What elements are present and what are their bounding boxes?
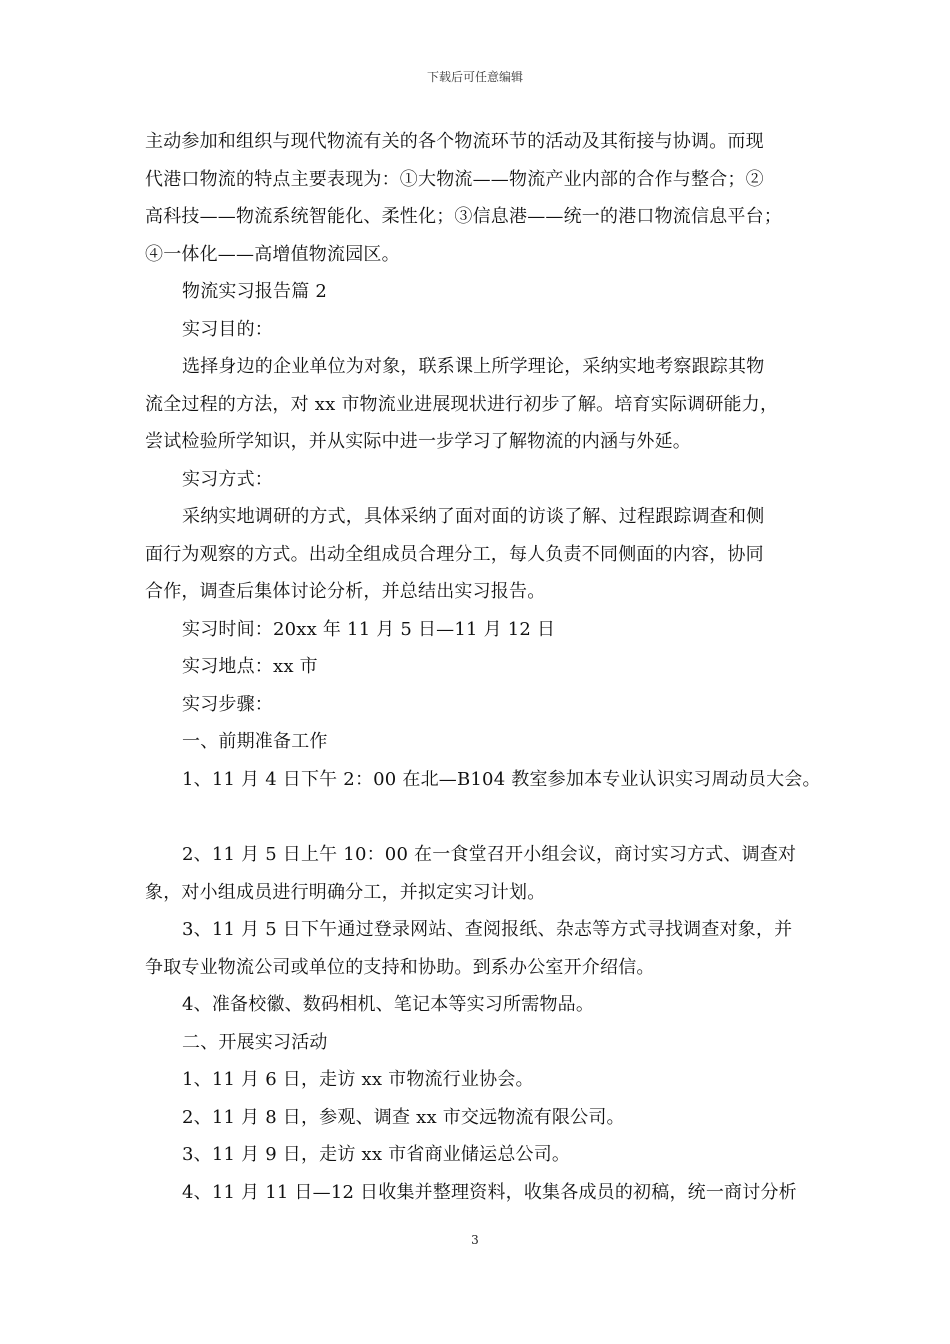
blank-line — [145, 798, 813, 836]
paragraph-line: 尝试检验所学知识，并从实际中进一步学习了解物流的内涵与外延。 — [145, 431, 691, 452]
list-heading: 一、前期准备工作 — [182, 731, 328, 752]
list-item-continuation: 争取专业物流公司或单位的支持和协助。到系办公室开介绍信。 — [145, 956, 655, 978]
paragraph-line: 面行为观察的方式。出动全组成员合理分工，每人负责不同侧面的内容，协同 — [145, 543, 764, 565]
paragraph-line: 实习地点：xx 市 — [182, 656, 318, 677]
subheading: 实习步骤： — [182, 693, 273, 715]
list-item: 4、11 月 11 日—12 日收集并整理资料，收集各成员的初稿，统一商讨分析 — [182, 1181, 797, 1203]
document-body — [145, 123, 821, 1211]
paragraph-line: 主动参加和组织与现代物流有关的各个物流环节的活动及其衔接与协调。而现 — [145, 131, 764, 152]
list-heading: 二、开展实习活动 — [182, 1031, 328, 1053]
subheading: 实习目的： — [182, 318, 273, 340]
list-item: 1、11 月 4 日下午 2：00 在北—B104 教室参加本专业认识实习周动员大会。 — [182, 768, 821, 790]
paragraph-line: 选择身边的企业单位为对象，联系课上所学理论，采纳实地考察跟踪其物 — [182, 356, 765, 377]
paragraph-line: ④一体化——高增值物流园区。 — [145, 243, 400, 265]
paragraph-line: 合作，调查后集体讨论分析，并总结出实习报告。 — [145, 581, 546, 602]
list-item: 2、11 月 5 日上午 10：00 在一食堂召开小组会议，商讨实习方式、调查对 — [182, 844, 797, 865]
page-number: 3 — [471, 1233, 479, 1247]
list-item: 1、11 月 6 日，走访 xx 市物流行业协会。 — [182, 1069, 534, 1090]
paragraph-line: 实习时间：20xx 年 11 月 5 日—11 月 12 日 — [182, 618, 556, 640]
list-item: 3、11 月 9 日，走访 xx 市省商业储运总公司。 — [182, 1144, 571, 1165]
subheading: 实习方式： — [182, 468, 273, 490]
paragraph-line: 采纳实地调研的方式，具体采纳了面对面的访谈了解、过程跟踪调查和侧 — [182, 506, 765, 527]
page-header: 下载后可任意编辑 — [426, 70, 523, 84]
list-item-continuation: 象，对小组成员进行明确分工，并拟定实习计划。 — [145, 881, 546, 903]
paragraph-line: 高科技——物流系统智能化、柔性化；③信息港——统一的港口物流信息平台； — [145, 206, 782, 227]
list-item: 3、11 月 5 日下午通过登录网站、查阅报纸、杂志等方式寻找调查对象，并 — [182, 919, 793, 940]
paragraph-line: 流全过程的方法，对 xx 市物流业进展现状进行初步了解。培育实际调研能力， — [145, 393, 779, 415]
section-title: 物流实习报告篇 2 — [182, 281, 327, 302]
paragraph-line: 代港口物流的特点主要表现为：①大物流——物流产业内部的合作与整合；② — [145, 168, 764, 190]
list-item: 2、11 月 8 日，参观、调查 xx 市交远物流有限公司。 — [182, 1106, 625, 1128]
list-item: 4、准备校徽、数码相机、笔记本等实习所需物品。 — [182, 994, 595, 1015]
